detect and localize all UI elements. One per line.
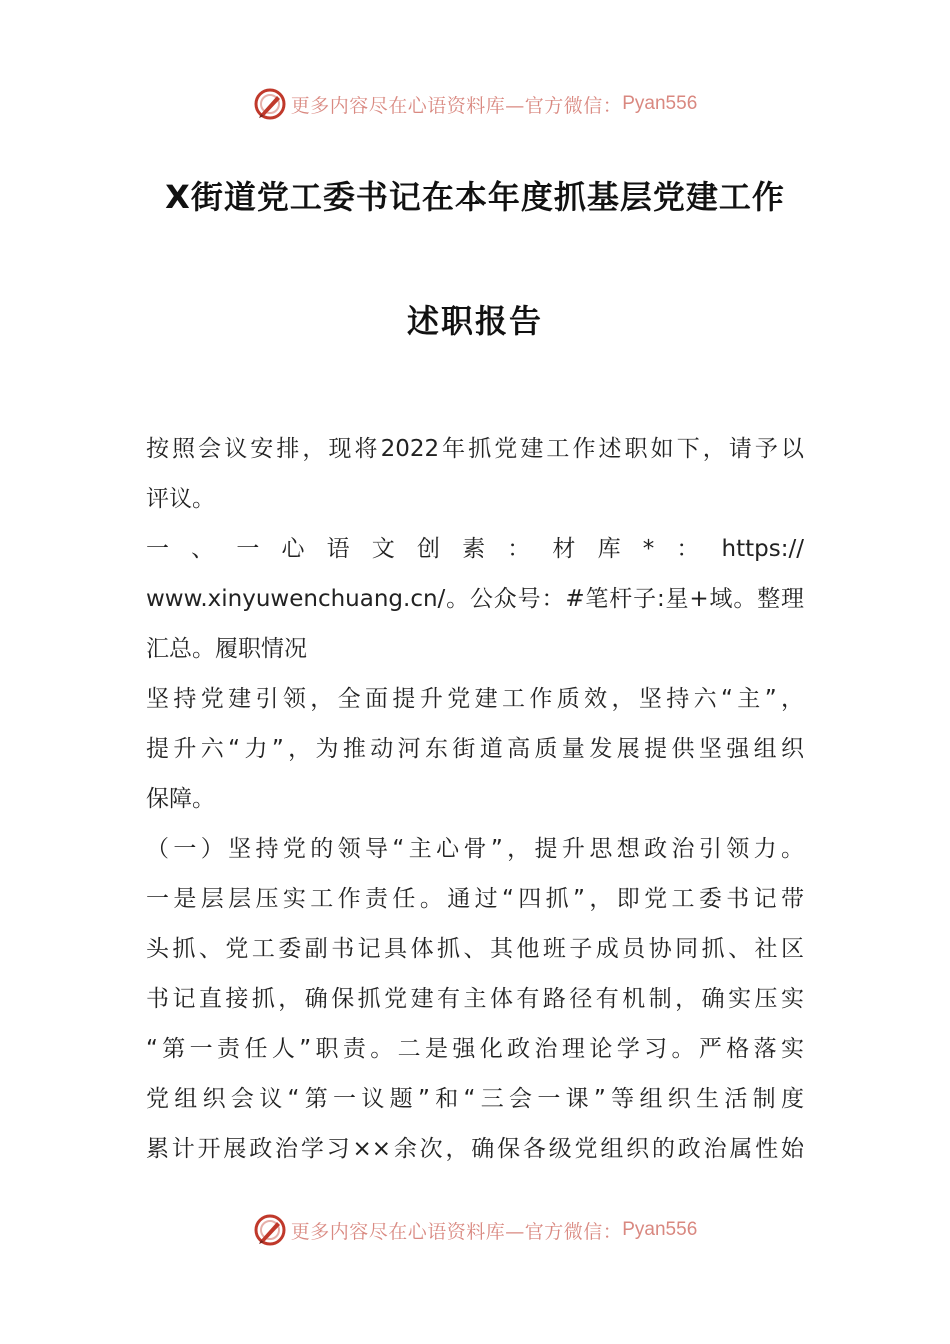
body-line: 评议。 (146, 486, 215, 512)
body-line: 一是层层压实工作责任。通过“四抓”，即党工委书记带 (146, 886, 804, 912)
document-body (146, 424, 804, 1174)
watermark-text: 更多内容尽在心语资料库—官方微信： (290, 1220, 623, 1243)
body-line: 保障。 (146, 786, 215, 812)
body-line: 累计开展政治学习××余次，确保各级党组织的政治属性始 (146, 1136, 804, 1162)
body-line: 坚持党建引领，全面提升党建工作质效，坚持六“主”， (146, 686, 804, 712)
body-line: 汇总。履职情况 (146, 636, 307, 662)
body-line: 书记直接抓，确保抓党建有主体有路径有机制，确实压实 (146, 986, 804, 1012)
body-line: “第一责任人”职责。二是强化政治理论学习。严格落实 (146, 1036, 804, 1062)
body-line: 党组织会议“第一议题”和“三会一课”等组织生活制度 (146, 1086, 804, 1112)
body-line: www.xinyuwenchuang.cn/。公众号：#笔杆子:星+域。整理 (146, 586, 804, 612)
document-title-continued: 述职报告 (406, 302, 543, 340)
watermark-contact: Pyan556 (622, 93, 698, 114)
watermark-text: 更多内容尽在心语资料库—官方微信： (290, 94, 623, 117)
document-title: X街道党工委书记在本年度抓基层党建工作 (165, 178, 785, 216)
body-line: 提升六“力”，为推动河东街道高质量发展提供坚强组织 (146, 736, 804, 762)
body-line: 一、一心语文创素：材库*：https:// (146, 536, 804, 562)
pen-logo-icon (253, 87, 287, 121)
pen-logo-icon (253, 1213, 287, 1247)
body-line: 按照会议安排，现将2022年抓党建工作述职如下，请予以 (146, 436, 804, 462)
watermark-contact: Pyan556 (622, 1219, 698, 1240)
footer-watermark (0, 1208, 950, 1252)
header-watermark (0, 82, 950, 126)
body-line: 头抓、党工委副书记具体抓、其他班子成员协同抓、社区 (146, 936, 804, 962)
section-heading: （一）坚持党的领导“主心骨”，提升思想政治引领力。 (146, 836, 804, 862)
